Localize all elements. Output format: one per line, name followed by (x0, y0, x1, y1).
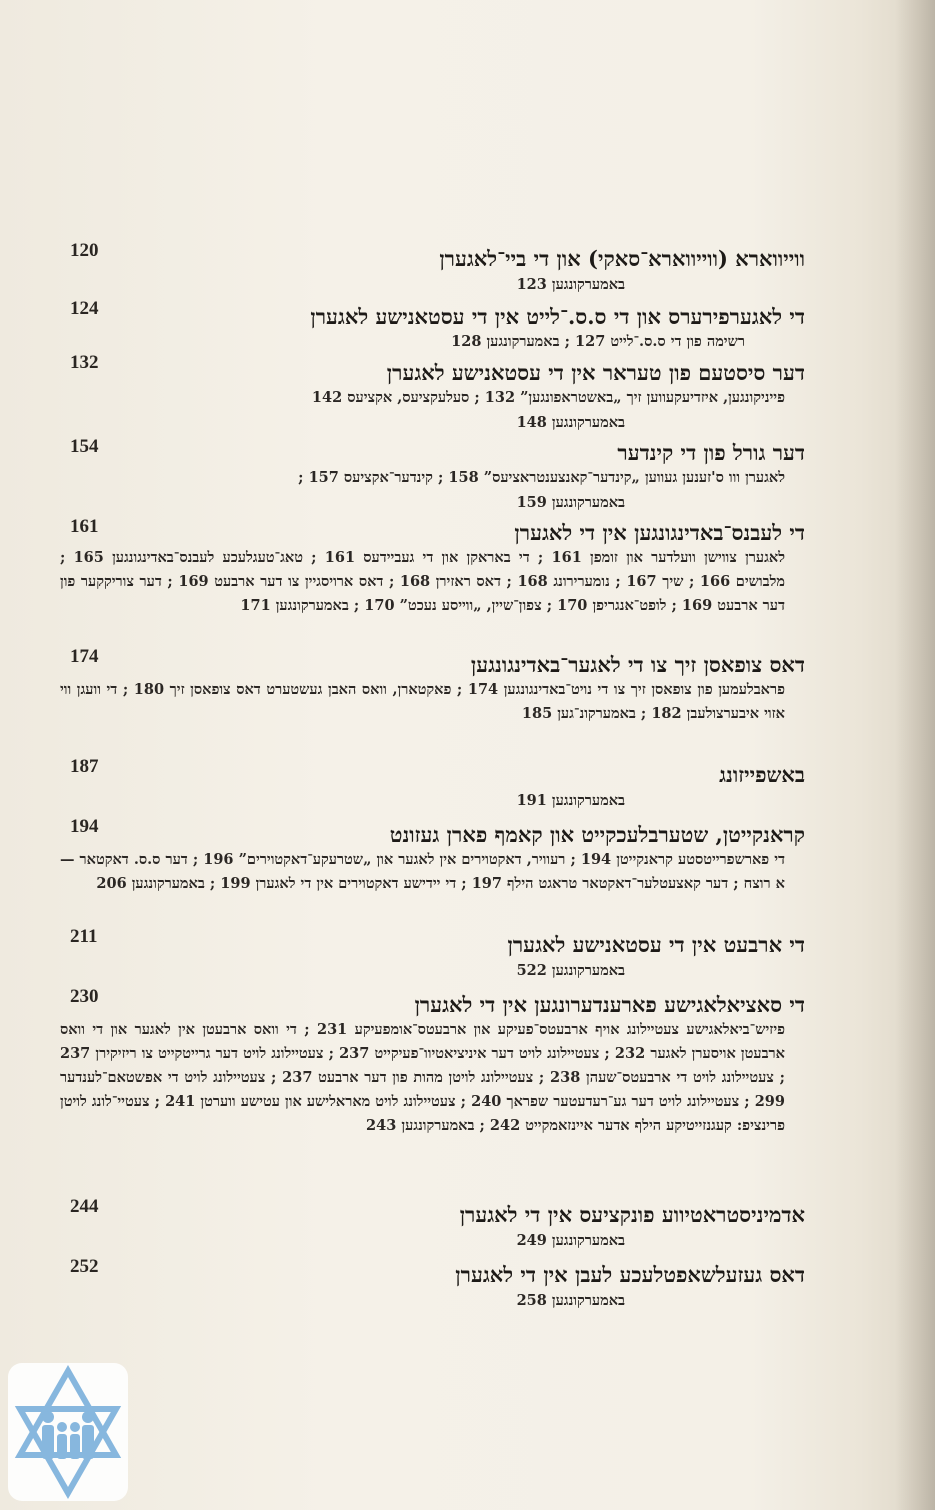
notes-reference: באמערקונגען 123 (516, 276, 625, 293)
chapter-subtopics: פיזיש־ביאלאגישע צעטיילונג אויף ארבעטס־פעיקע און ארבעטס־אומפעיקע 231 ; די וואס ארבעטן אין לאגער און די וואס ארבעטן אויסערן לאגער 232 ; צעטיילונג לויט דער איניציאטיוו־פעיקייט 237 ; צעטיילונג לויט דער גרייטקייט צו ריזיקירן 237 ; צעטיילונג לויט די ארבעטס־שעהן 238 ; צעטיילונג לויטן מהות פון דער ארבעט 237 ; צעטיילונג לויט די אפשטאם־לענדער 299 ; צעטיילונג לויט דער גע־רעדעטער שפראך 240 ; צעטיילונג לויט מאראלישע און עטישע ווערטן 241 ; צעטיי־לונג לויטן פרינציפ: קעגנזייטיקע הילף אדער איינזאמקייט 242 ; באמערקונגען 243 (60, 1021, 786, 1134)
chapter-title: די לעבנס־באדינגונגען אין די לאגערן (514, 520, 805, 545)
toc-entry (60, 436, 805, 516)
chapter-subtopics: לאגערן ווו ס'זענען געווען „קינדער־קאנצענטראציעס” 158 ; קינדער־אקציעס 157 ; (298, 469, 785, 486)
star-of-david-icon (8, 1363, 128, 1501)
notes-reference: באמערקונגען 258 (516, 1292, 625, 1309)
page-number: 244 (70, 1196, 99, 1217)
chapter-subtopics: לאגערן צווישן וועלדער און זומפן 161 ; די באראקן און די געביידעס 161 ; טאג־טעגלעכע לעבנס־באדינגונגען 165 ; מלבושים 166 ; שיך 167 ; נומערירונג 168 ; דאס ראזירן 168 ; דאס ארויסגיין צו דער ארבעט 169 ; דער צוריקקער פון דער ארבעט 169 ; לופט־אנגריפן 170 ; צפון־שיין, „ווייסע נעכט” 170 ; באמערקונגען 171 (60, 549, 785, 614)
toc-entry (60, 298, 805, 354)
page-number: 120 (70, 240, 99, 261)
page-number: 252 (70, 1256, 99, 1277)
page-number: 230 (70, 986, 99, 1007)
chapter-title: באשפייזונג (719, 762, 805, 787)
notes-reference: באמערקונגען 148 (516, 414, 625, 431)
page-number: 211 (70, 926, 98, 947)
star-of-david-family-logo (8, 1363, 128, 1501)
chapter-title: דאס צופאסן זיך צו די לאגער־באדינגונגען (470, 652, 805, 677)
chapter-subtopics: די פארשפרייטסטע קראנקייטן 194 ; רעוויר, דאקטוירים אין לאגער און „שטרעקע־דאקטוירים” 196 ; דער ס.ס. דאקטאר — א רוצח ; דער קאצעטלער־דאקטאר טראגט הילף 197 ; די יידישע דאקטוירים אין די לאגערן 199 ; באמערקונגען 206 (60, 851, 785, 892)
toc-entry (60, 240, 805, 298)
page-number: 124 (70, 298, 99, 319)
chapter-title: ווייווארא (ווייווארא־סאקי) און די ביי־לאגערן (439, 246, 805, 271)
page-number: 132 (70, 352, 99, 373)
chapter-title: קראנקייטן, שטערבלעכקייט און קאמף פארן געזונט (389, 822, 805, 847)
page-number: 187 (70, 756, 99, 777)
chapter-title: די לאגערפירערס און די ס.ס.־לייט אין די עסטאנישע לאגערן (310, 304, 805, 329)
chapter-title: אדמיניסטראטיווע פונקציעס אין די לאגערן (459, 1202, 805, 1227)
book-spine-shadow (895, 0, 935, 1510)
toc-entry (60, 756, 805, 814)
notes-reference: באמערקונגען 522 (516, 962, 625, 979)
toc-entry (60, 352, 805, 436)
chapter-subtopics: פראבלעמען פון צופאסן זיך צו די נויט־באדינגונגען 174 ; פאקטארן, וואס האבן געשטערט דאס צופאסן זיך 180 ; די וועגן ווי אזוי איבערצולעבן 182 ; באמערקונ־גען 185 (60, 681, 786, 722)
chapter-title: די סאציאלאגישע פארענדערונגען אין די לאגערן (414, 992, 805, 1017)
notes-reference: באמערקונגען 191 (516, 792, 625, 809)
chapter-title: דער סיסטעם פון טעראר אין די עסטאנישע לאגערן (386, 360, 805, 385)
toc-entry (60, 1256, 805, 1314)
chapter-title: די ארבעט אין די עסטאנישע לאגערן (507, 932, 805, 957)
toc-entry (60, 926, 805, 984)
toc-entry (60, 986, 805, 1138)
page-number: 161 (70, 516, 99, 537)
toc-entry (60, 516, 805, 618)
chapter-subtopics: פייניקונגען, איזדיעקעווען זיך „באשטראפונגען” 132 ; סעלעקציעס, אקציעס 142 (311, 389, 785, 406)
notes-reference: באמערקונגען 249 (516, 1232, 625, 1249)
toc-entry (60, 816, 805, 896)
chapter-subtopics: רשימה פון די ס.ס.־לייט 127 ; באמערקונגען 128 (451, 333, 745, 350)
toc-entry (60, 1196, 805, 1254)
family-figures-icon (42, 1411, 94, 1459)
page-number: 174 (70, 646, 99, 667)
toc-entry (60, 646, 805, 726)
page-number: 194 (70, 816, 99, 837)
notes-reference: באמערקונגען 159 (516, 494, 625, 511)
chapter-title: דער גורל פון די קינדער (617, 440, 805, 465)
page-number: 154 (70, 436, 99, 457)
chapter-title: דאס געזעלשאפטלעכע לעבן אין די לאגערן (455, 1262, 805, 1287)
